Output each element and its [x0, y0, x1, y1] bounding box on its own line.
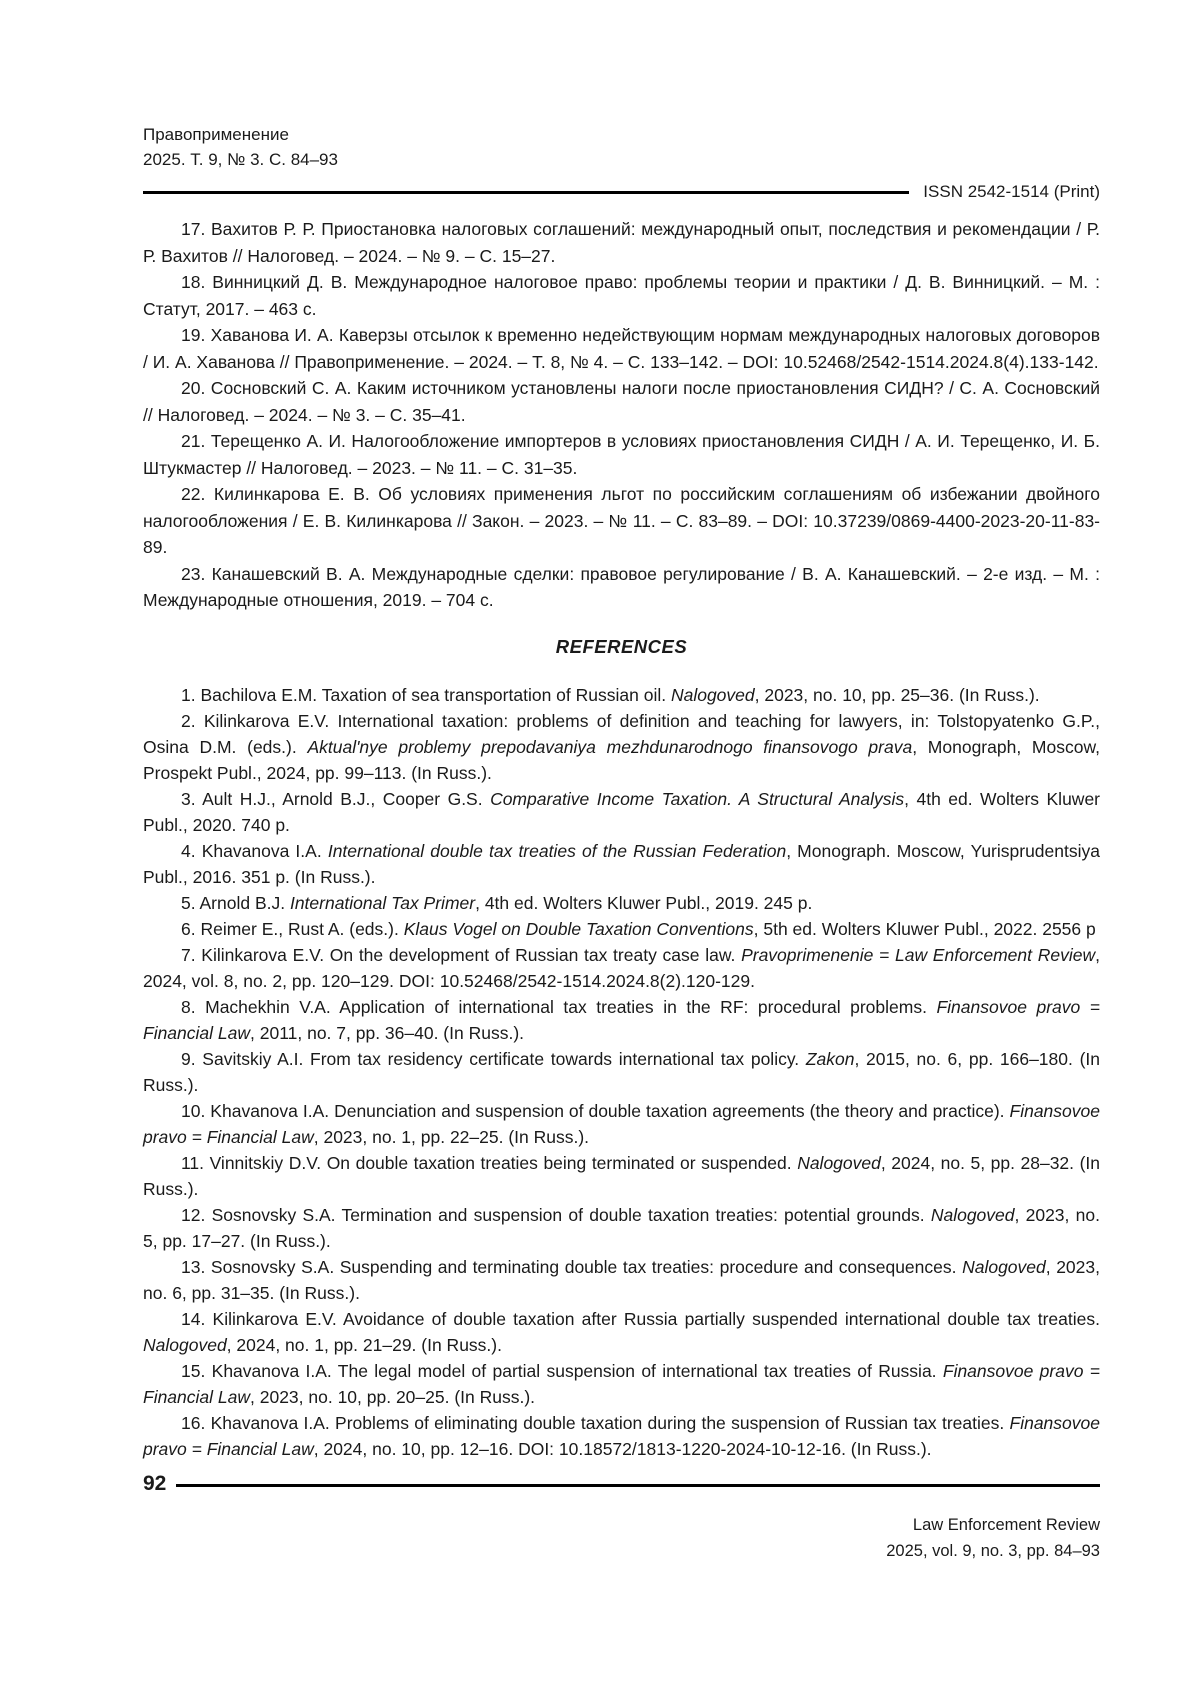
reference-text: , 2023, no. 5, pp. 17–27. (In Russ.).	[143, 1204, 1100, 1251]
reference-source-italic: Nalogoved	[930, 1204, 1015, 1225]
reference-entry	[143, 942, 1100, 994]
reference-text: 22. Килинкарова Е. В. Об условиях применения льгот по российским соглашениям об избежании двойного налогообложения / Е. В. Килинкарова // Закон. – 2023. – № 11. – С. 83–89. – DOI: 10.37239/0869-4400-2023-20-11-83-89.	[143, 484, 1100, 557]
reference-text: 20. Сосновский С. А. Каким источником установлены налоги после приостановления СИДН? / С. А. Сосновский // Налоговед. – 2024. – № 3. – С. 35–41.	[143, 378, 1100, 425]
reference-text: 11. Vinnitskiy D.V. On double taxation treaties being terminated or suspended.	[181, 1152, 798, 1173]
reference-entry	[143, 994, 1100, 1046]
reference-source-italic: Finansovoe pravo = Financial Law	[143, 1412, 1100, 1459]
reference-source-italic: Pravoprimenenie = Law Enforcement Review	[741, 944, 1096, 965]
reference-source-italic: Nalogoved	[143, 1334, 227, 1355]
reference-entry	[143, 1202, 1100, 1254]
reference-entry	[143, 375, 1100, 428]
reference-text: 12. Sosnovsky S.A. Termination and suspension of double taxation treaties: potential grounds.	[181, 1204, 931, 1225]
references-heading: REFERENCES	[555, 635, 688, 657]
reference-source-italic: Nalogoved	[797, 1152, 881, 1173]
reference-text: , 2024, no. 10, pp. 12–16. DOI: 10.18572/1813-1220-2024-10-12-16. (In Russ.).	[313, 1438, 932, 1459]
header-rule	[143, 191, 909, 194]
reference-source-italic: Nalogoved	[670, 684, 755, 705]
reference-entry	[143, 1098, 1100, 1150]
reference-entry	[143, 1306, 1100, 1358]
reference-source-italic: Finansovoe pravo = Financial Law	[143, 1360, 1100, 1407]
header-meta	[143, 122, 1100, 172]
reference-entry	[143, 1410, 1100, 1462]
reference-entry	[143, 682, 1100, 708]
footer-journal-info	[143, 1512, 1100, 1564]
reference-source-italic: Finansovoe pravo = Financial Law	[143, 996, 1101, 1043]
issue-info-en: 2025, vol. 9, no. 3, pp. 84–93	[886, 1542, 1100, 1560]
reference-source-italic: Finansovoe pravo = Financial Law	[143, 1100, 1100, 1147]
reference-source-italic: Zakon	[805, 1048, 855, 1069]
reference-text: , 4th ed. Wolters Kluwer Publ., 2019. 245 p.	[475, 892, 813, 913]
reference-source-italic: Nalogoved	[962, 1256, 1046, 1277]
reference-entry	[143, 838, 1100, 890]
reference-entry	[143, 1046, 1100, 1098]
reference-text: 16. Khavanova I.A. Problems of eliminating double taxation during the suspension of Russian tax treaties.	[181, 1412, 1010, 1433]
reference-text: 19. Хаванова И. А. Каверзы отсылок к временно недействующим нормам международных налоговых договоров / И. А. Хаванова // Правоприменение. – 2024. – Т. 8, № 4. – С. 133–142. – DOI: 10.52468/2542-1514.2024.8(4).133-142.	[143, 325, 1100, 372]
reference-text: 7. Kilinkarova E.V. On the development of Russian tax treaty case law.	[181, 944, 742, 965]
reference-source-italic: International Tax Primer	[289, 892, 476, 913]
reference-source-italic: International double tax treaties of the Russian Federation	[327, 840, 787, 861]
reference-text: 17. Вахитов Р. Р. Приостановка налоговых соглашений: международный опыт, последствия и рекомендации / Р. Р. Вахитов // Налоговед. – 2024. – № 9. – С. 15–27.	[143, 219, 1100, 266]
reference-entry	[143, 786, 1100, 838]
reference-entry	[143, 269, 1100, 322]
issn-label: ISSN 2542-1514 (Print)	[923, 182, 1100, 201]
page-footer	[143, 1472, 1100, 1564]
reference-text: 9. Savitskiy A.I. From tax residency certificate towards international tax policy.	[181, 1048, 806, 1069]
page-header	[143, 122, 1100, 202]
reference-text: , 2015, no. 6, pp. 166–180. (In Russ.).	[143, 1048, 1100, 1095]
reference-text: , 2024, vol. 8, no. 2, pp. 120–129. DOI: 10.52468/2542-1514.2024.8(2).120-129.	[143, 944, 1100, 991]
issue-info-ru: 2025. Т. 9, № 3. С. 84–93	[143, 150, 338, 169]
reference-entry	[143, 890, 1100, 916]
reference-text: 1. Bachilova E.M. Taxation of sea transportation of Russian oil.	[181, 684, 671, 705]
reference-text: , 2023, no. 6, pp. 31–35. (In Russ.).	[143, 1256, 1100, 1303]
journal-title-en: Law Enforcement Review	[912, 1516, 1100, 1534]
reference-text: 13. Sosnovsky S.A. Suspending and terminating double tax treaties: procedure and consequences.	[181, 1256, 963, 1277]
reference-text: , 2023, no. 10, pp. 20–25. (In Russ.).	[250, 1386, 536, 1407]
reference-entry	[143, 561, 1100, 614]
reference-text: 21. Терещенко А. И. Налогообложение импортеров в условиях приостановления СИДН / А. И. Терещенко, И. Б. Штукмастер // Налоговед. – 2023. – № 11. – С. 31–35.	[143, 431, 1100, 478]
reference-text: 5. Arnold B.J.	[181, 892, 290, 913]
reference-text: , 5th ed. Wolters Kluwer Publ., 2022. 2556 p	[753, 918, 1096, 939]
header-rule-row	[143, 182, 1100, 202]
reference-source-italic: Comparative Income Taxation. A Structural Analysis	[490, 788, 905, 809]
reference-source-italic: Aktual'nye problemy prepodavaniya mezhdunarodnogo finansovogo prava	[307, 736, 913, 757]
reference-text: 2. Kilinkarova E.V. International taxation: problems of definition and teaching for lawyers, in: Tolstopyatenko G.P., Osina D.M. (eds.).	[143, 710, 1100, 757]
footer-rule-row	[143, 1472, 1100, 1496]
reference-text: , 2024, no. 5, pp. 28–32. (In Russ.).	[143, 1152, 1100, 1199]
reference-entry	[143, 216, 1100, 269]
reference-entry	[143, 916, 1100, 942]
reference-entry	[143, 1254, 1100, 1306]
russian-references-list	[143, 216, 1100, 614]
reference-text: 18. Винницкий Д. В. Международное налоговое право: проблемы теории и практики / Д. В. Винницкий. – М. : Статут, 2017. – 463 с.	[143, 272, 1100, 319]
reference-entry	[143, 1150, 1100, 1202]
reference-text: 4. Khavanova I.A.	[181, 840, 328, 861]
page-number: 92	[143, 1472, 167, 1495]
reference-text: , 2023, no. 1, pp. 22–25. (In Russ.).	[313, 1126, 590, 1147]
reference-text: 15. Khavanova I.A. The legal model of partial suspension of international tax treaties of Russia.	[181, 1360, 943, 1381]
reference-entry	[143, 428, 1100, 481]
reference-text: , 2024, no. 1, pp. 21–29. (In Russ.).	[226, 1334, 502, 1355]
reference-entry	[143, 481, 1100, 561]
reference-text: , 2023, no. 10, pp. 25–36. (In Russ.).	[754, 684, 1040, 705]
english-references-list	[143, 682, 1100, 1462]
reference-text: 23. Канашевский В. А. Международные сделки: правовое регулирование / В. А. Канашевский. – 2-е изд. – М. : Международные отношения, 2019. – 704 с.	[143, 563, 1100, 610]
journal-title-ru: Правоприменение	[143, 125, 289, 144]
reference-text: , 2011, no. 7, pp. 36–40. (In Russ.).	[250, 1022, 525, 1043]
reference-entry	[143, 322, 1100, 375]
reference-source-italic: Klaus Vogel on Double Taxation Conventions	[403, 918, 754, 939]
reference-text: 14. Kilinkarova E.V. Avoidance of double taxation after Russia partially suspended international double tax treaties.	[181, 1308, 1100, 1329]
reference-text: 6. Reimer E., Rust A. (eds.).	[181, 918, 404, 939]
reference-entry	[143, 708, 1100, 786]
reference-entry	[143, 1358, 1100, 1410]
reference-text: , Monograph. Moscow, Yurisprudentsiya Publ., 2016. 351 p. (In Russ.).	[143, 840, 1100, 887]
reference-text: , Monograph, Moscow, Prospekt Publ., 2024, pp. 99–113. (In Russ.).	[143, 736, 1101, 783]
reference-text: 3. Ault H.J., Arnold B.J., Cooper G.S.	[181, 788, 491, 809]
reference-text: 10. Khavanova I.A. Denunciation and suspension of double taxation agreements (the theory and practice).	[181, 1100, 1010, 1121]
reference-text: 8. Machekhin V.A. Application of international tax treaties in the RF: procedural problems.	[181, 996, 937, 1017]
footer-rule	[176, 1484, 1100, 1487]
reference-text: , 4th ed. Wolters Kluwer Publ., 2020. 740 p.	[143, 788, 1101, 835]
